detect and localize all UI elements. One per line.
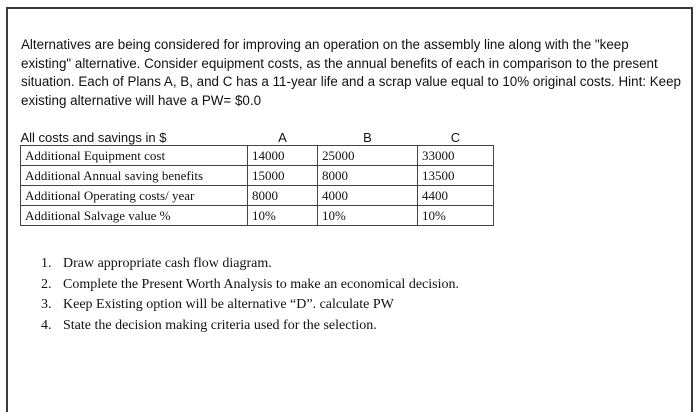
list-item [41, 316, 459, 337]
list-item [41, 295, 459, 316]
question-text: Complete the Present Worth Analysis to make an economical decision. [63, 276, 459, 292]
cell-a: 15000 [248, 166, 318, 186]
table-header-a: A [278, 130, 287, 145]
question-text: Keep Existing option will be alternative “D”. calculate PW [63, 297, 394, 312]
table-row [21, 186, 494, 206]
table-header-b: B [363, 130, 372, 145]
question-text: Draw appropriate cash flow diagram. [63, 256, 272, 271]
row-label: Additional Annual saving benefits [21, 166, 248, 186]
cost-table-container [20, 126, 500, 226]
question-number: 1. [41, 256, 52, 271]
question-list [41, 254, 459, 336]
row-label: Additional Operating costs/ year [21, 186, 248, 206]
cell-c: 33000 [418, 146, 494, 166]
problem-statement: Alternatives are being considered for improving an operation on the assembly line along with the "keep existing" alternative. Consider equipment costs, as the annual benefits of each in comparison to the present situation. Each of Plans A, B, and C has a 11-year life and a scrap value equal to 10% original costs. Hint: Keep existing alternative will have a PW= $0.0 [21, 37, 681, 109]
list-item [41, 275, 459, 296]
row-label: Additional Equipment cost [21, 146, 248, 166]
row-label: Additional Salvage value % [21, 206, 248, 226]
table-header-row [21, 126, 494, 146]
cell-b: 25000 [318, 146, 418, 166]
question-number: 3. [41, 297, 52, 312]
table-header-c: C [450, 130, 461, 145]
cost-table [20, 126, 494, 226]
table-row [21, 206, 494, 226]
question-text: State the decision making criteria used for the selection. [63, 317, 377, 333]
cell-b: 10% [318, 206, 418, 226]
cell-b: 4000 [318, 186, 418, 206]
table-header-label: All costs and savings in $ [20, 130, 167, 145]
list-item [41, 254, 459, 275]
cell-c: 10% [418, 206, 494, 226]
cell-c: 4400 [418, 186, 494, 206]
question-number: 4. [41, 317, 52, 333]
question-number: 2. [41, 276, 52, 292]
cell-a: 14000 [248, 146, 318, 166]
cell-b: 8000 [318, 166, 418, 186]
cell-a: 8000 [248, 186, 318, 206]
table-row [21, 166, 494, 186]
cell-a: 10% [248, 206, 318, 226]
cell-c: 13500 [418, 166, 494, 186]
table-row [21, 146, 494, 166]
